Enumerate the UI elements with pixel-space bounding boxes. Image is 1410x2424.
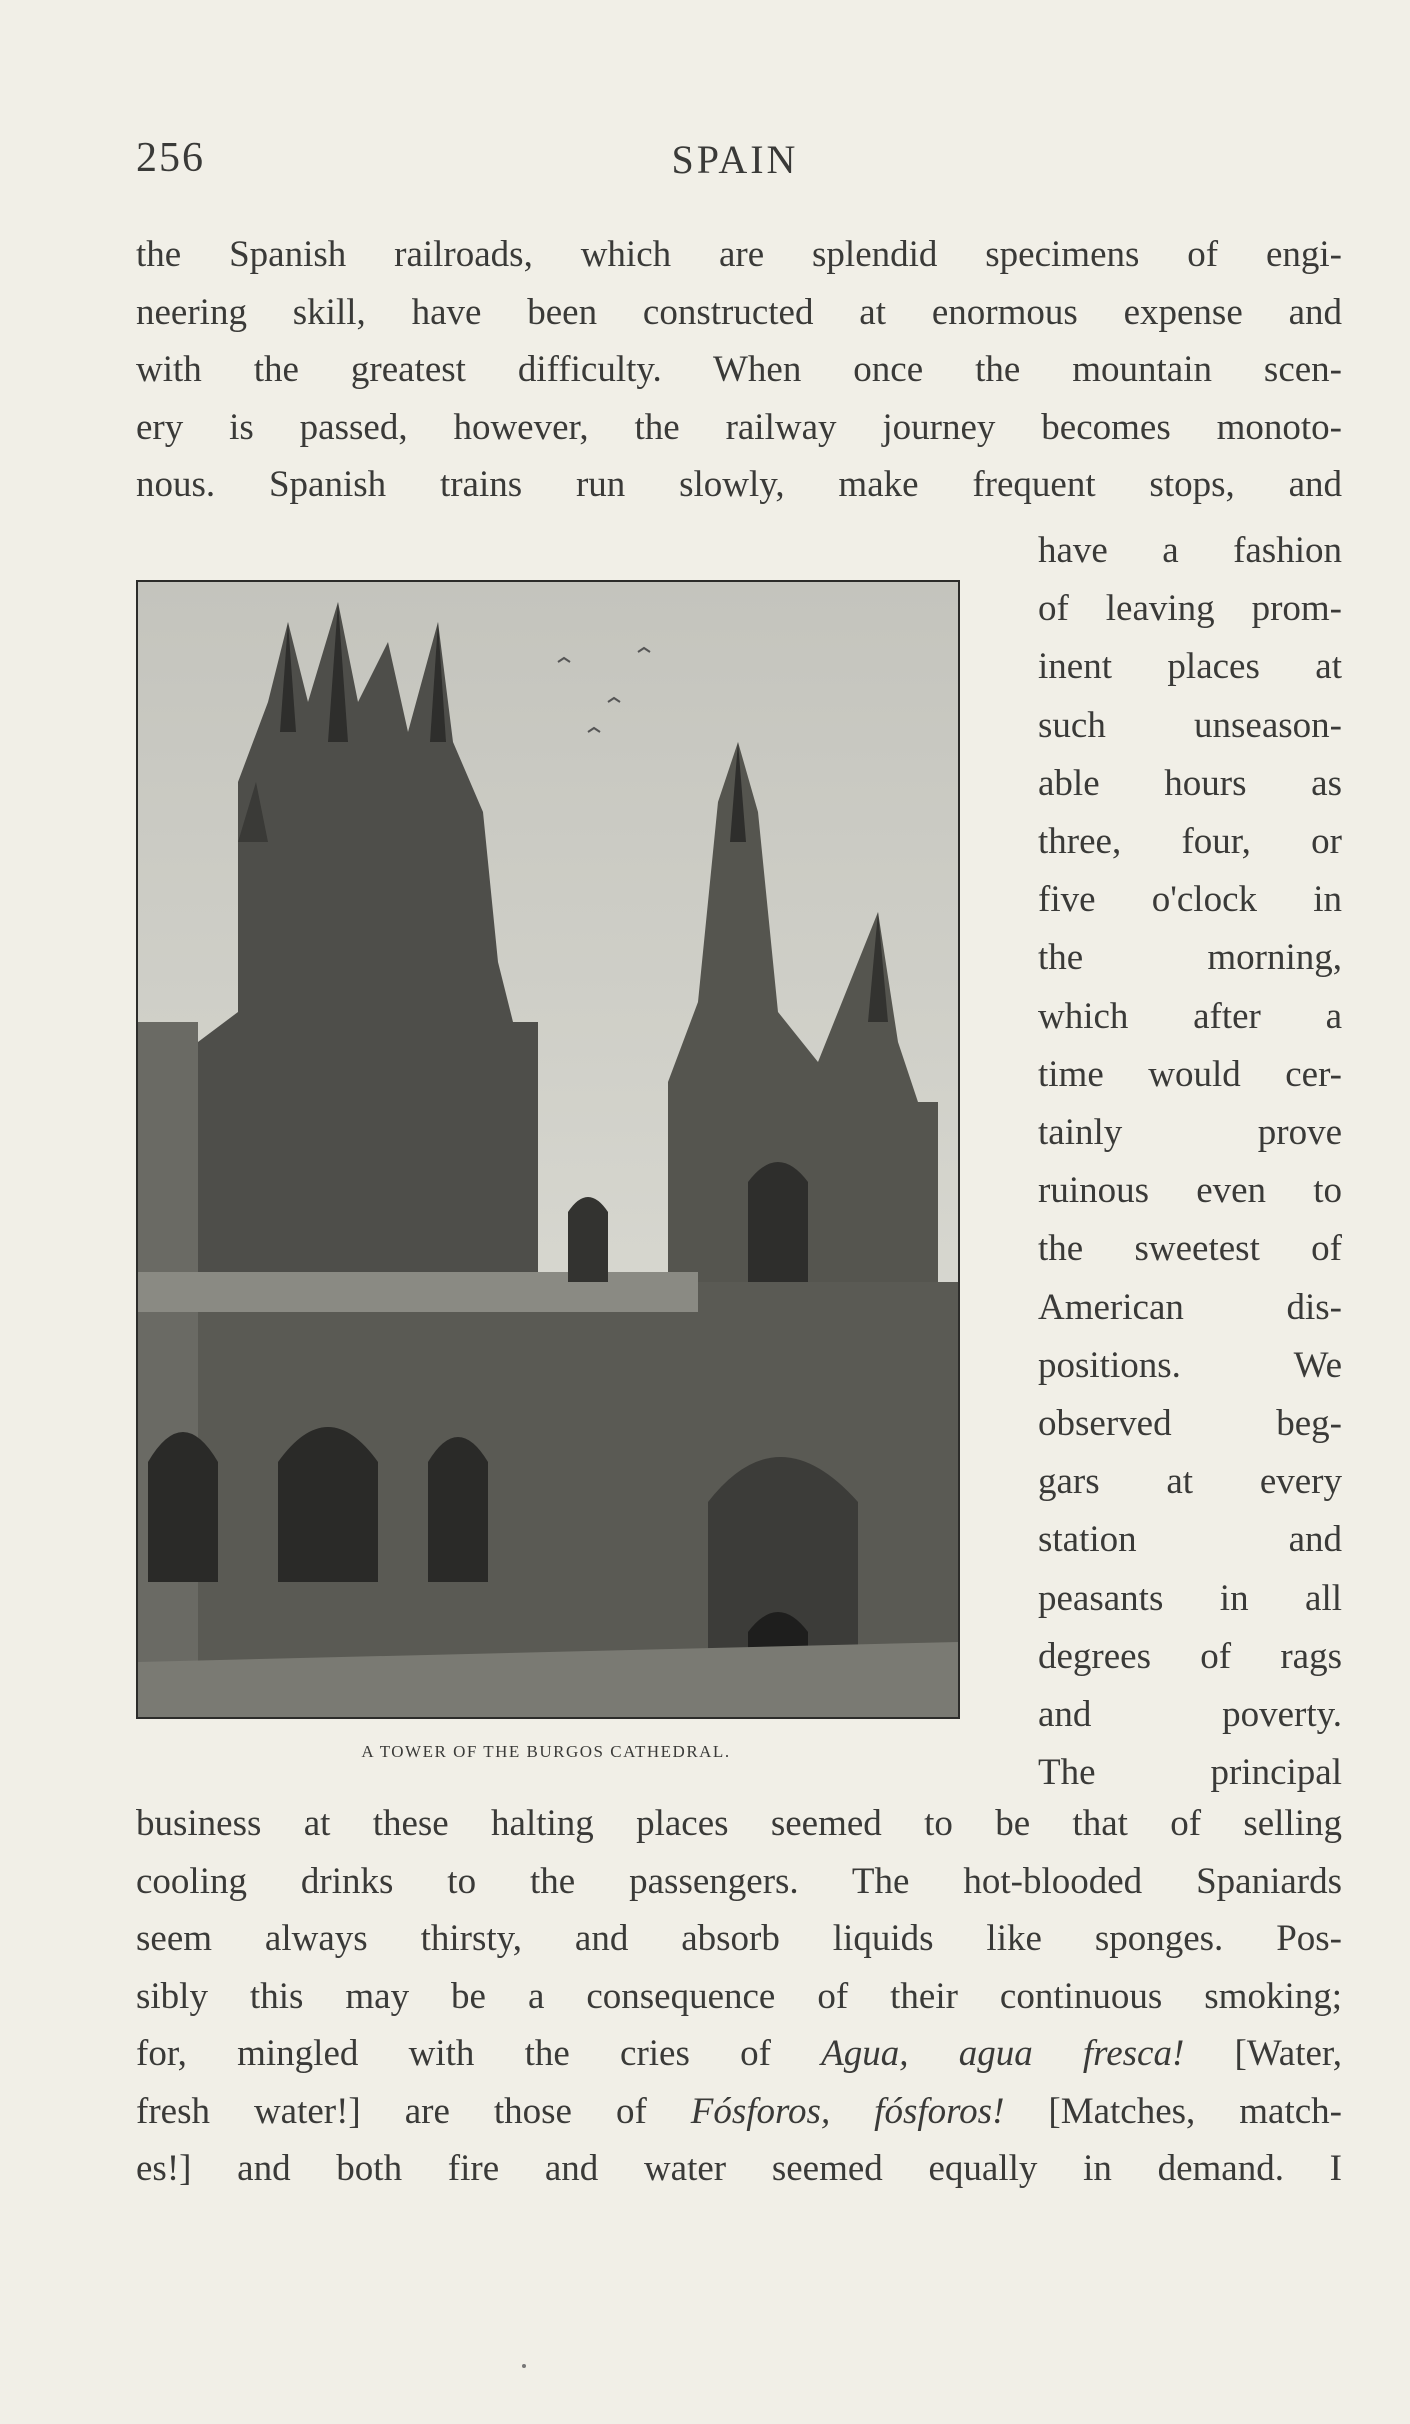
cathedral-illustration <box>136 580 960 1719</box>
page-number: 256 <box>136 135 205 181</box>
text-line <box>136 2025 1342 2083</box>
running-head: SPAIN <box>671 137 799 182</box>
side-line: such unseason- <box>1038 704 1342 746</box>
side-line: time would cer- <box>1038 1053 1342 1095</box>
side-line: The principal <box>1038 1752 1342 1794</box>
figure-caption: A TOWER OF THE BURGOS CATHEDRAL. <box>361 1742 731 1761</box>
side-line: ruinous even to <box>1038 1170 1342 1212</box>
side-line: American dis- <box>1038 1286 1342 1328</box>
side-line: gars at every <box>1038 1461 1342 1503</box>
italic-phrase: Fósforos, fósforos! <box>690 2090 1005 2132</box>
text-line <box>136 2083 1342 2141</box>
side-line: the morning, <box>1038 937 1342 979</box>
text-line: seem always thirsty, and absorb liquids like sponges. Pos- <box>136 1918 1342 1959</box>
side-line: which after a <box>1038 995 1342 1037</box>
text-line: neering skill, have been constructed at enormous expense and <box>136 291 1342 333</box>
side-line: tainly prove <box>1038 1112 1342 1154</box>
side-line: positions. We <box>1038 1344 1342 1386</box>
text-line: es!] and both fire and water seemed equally in demand. I <box>136 2148 1342 2189</box>
side-line: of leaving prom- <box>1038 588 1342 630</box>
side-line: station and <box>1038 1519 1342 1561</box>
line-text: [Matches, match- <box>1048 2090 1342 2132</box>
side-line: the sweetest of <box>1038 1228 1342 1270</box>
text-line: sibly this may be a consequence of their continuous smoking; <box>136 1975 1342 2017</box>
side-line: five o'clock in <box>1038 879 1342 921</box>
top-paragraph <box>136 226 1342 514</box>
text-line: business at these halting places seemed to be that of selling <box>136 1803 1342 1844</box>
side-line: have a fashion <box>1038 530 1342 571</box>
side-column <box>1038 522 1342 1802</box>
side-line: observed beg- <box>1038 1403 1342 1445</box>
bottom-paragraph <box>136 1795 1342 2198</box>
text-line: ery is passed, however, the railway journey becomes monoto- <box>136 406 1342 448</box>
side-line: degrees of rags <box>1038 1635 1342 1677</box>
side-line: inent places at <box>1038 646 1342 688</box>
line-text: for, mingled with the cries of <box>136 2033 771 2074</box>
text-line: nous. Spanish trains run slowly, make frequent stops, and <box>136 464 1342 505</box>
line-text: [Water, <box>1234 2033 1342 2074</box>
italic-phrase: Agua, agua fresca! <box>821 2033 1185 2074</box>
side-line: able hours as <box>1038 762 1342 804</box>
line-text: fresh water!] are those of <box>136 2090 647 2132</box>
side-line: peasants in all <box>1038 1577 1342 1619</box>
text-line: cooling drinks to the passengers. The hot-blooded Spaniards <box>136 1860 1342 1902</box>
side-line: and poverty. <box>1038 1694 1342 1736</box>
text-line: with the greatest difficulty. When once the mountain scen- <box>136 349 1342 390</box>
print-speck <box>522 2364 526 2368</box>
side-line: three, four, or <box>1038 821 1342 863</box>
text-line: the Spanish railroads, which are splendid specimens of engi- <box>136 234 1342 275</box>
